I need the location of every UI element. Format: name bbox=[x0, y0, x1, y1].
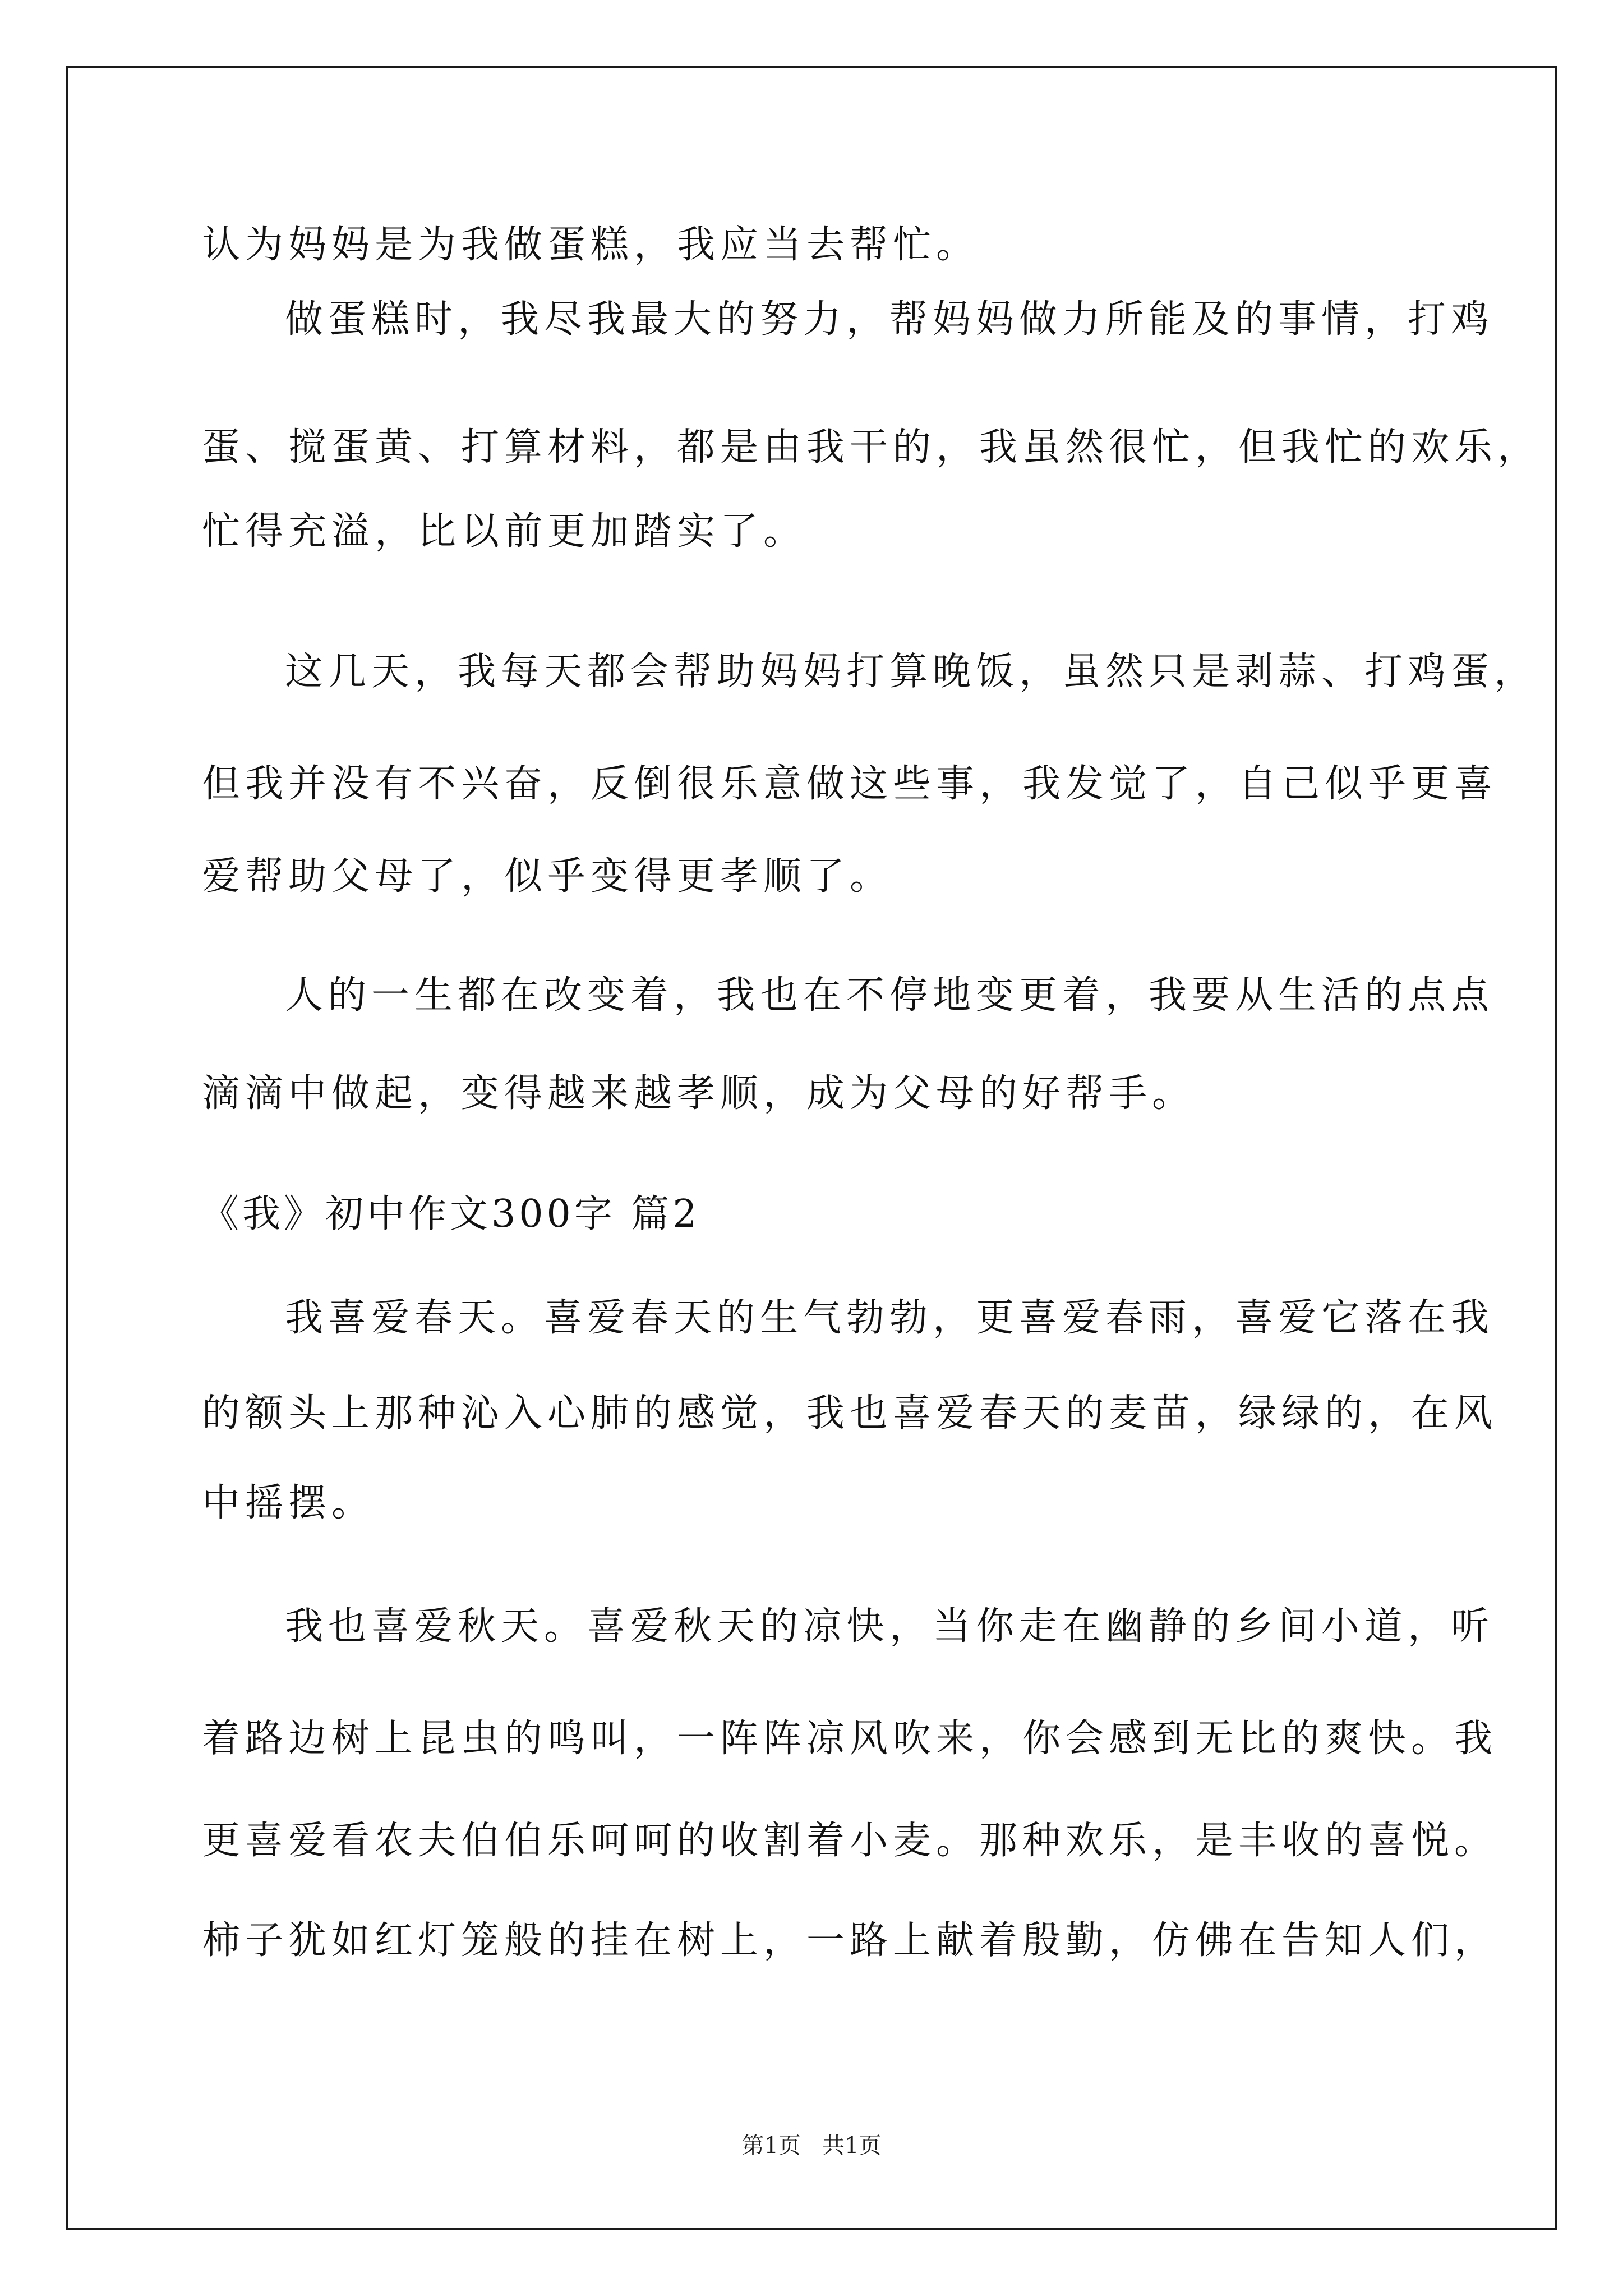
paragraph-start-line: 我也喜爱秋天。喜爱秋天的凉快，当你走在幽静的乡间小道，听 bbox=[285, 1604, 1495, 1649]
page-footer: 第1页 共1页 bbox=[741, 2133, 882, 2159]
text-line: 更喜爱看农夫伯伯乐呵呵的收割着小麦。那种欢乐，是丰收的喜悦。 bbox=[202, 1819, 1498, 1863]
text-line: 滴滴中做起，变得越来越孝顺，成为父母的好帮手。 bbox=[202, 1071, 1196, 1116]
text-line: 柿子犹如红灯笼般的挂在树上，一路上献着殷勤，仿佛在告知人们， bbox=[202, 1918, 1498, 1963]
text-line: 中摇摆。 bbox=[202, 1481, 375, 1525]
paragraph-start-line: 人的一生都在改变着，我也在不停地变更着，我要从生活的点点 bbox=[285, 973, 1495, 1018]
text-line: 着路边树上昆虫的鸣叫，一阵阵凉风吹来，你会感到无比的爽快。我 bbox=[202, 1717, 1498, 1761]
section-heading: 《我》初中作文300字 篇2 bbox=[201, 1192, 700, 1236]
text-line: 认为妈妈是为我做蛋糕，我应当去帮忙。 bbox=[202, 223, 980, 267]
page-border bbox=[66, 66, 1557, 2230]
text-line: 的额头上那种沁入心肺的感觉，我也喜爱春天的麦苗，绿绿的，在风 bbox=[202, 1391, 1498, 1435]
text-line: 蛋、搅蛋黄、打算材料，都是由我干的，我虽然很忙，但我忙的欢乐， bbox=[202, 425, 1541, 470]
text-line: 爱帮助父母了，似乎变得更孝顺了。 bbox=[202, 854, 893, 899]
text-line: 忙得充溢，比以前更加踏实了。 bbox=[202, 509, 807, 554]
paragraph-start-line: 做蛋糕时，我尽我最大的努力，帮妈妈做力所能及的事情，打鸡 bbox=[285, 297, 1495, 342]
paragraph-start-line: 我喜爱春天。喜爱春天的生气勃勃，更喜爱春雨，喜爱它落在我 bbox=[285, 1296, 1495, 1340]
paragraph-start-line: 这几天，我每天都会帮助妈妈打算晚饭，虽然只是剥蒜、打鸡蛋， bbox=[285, 650, 1538, 694]
text-line: 但我并没有不兴奋，反倒很乐意做这些事，我发觉了，自己似乎更喜 bbox=[202, 762, 1498, 806]
